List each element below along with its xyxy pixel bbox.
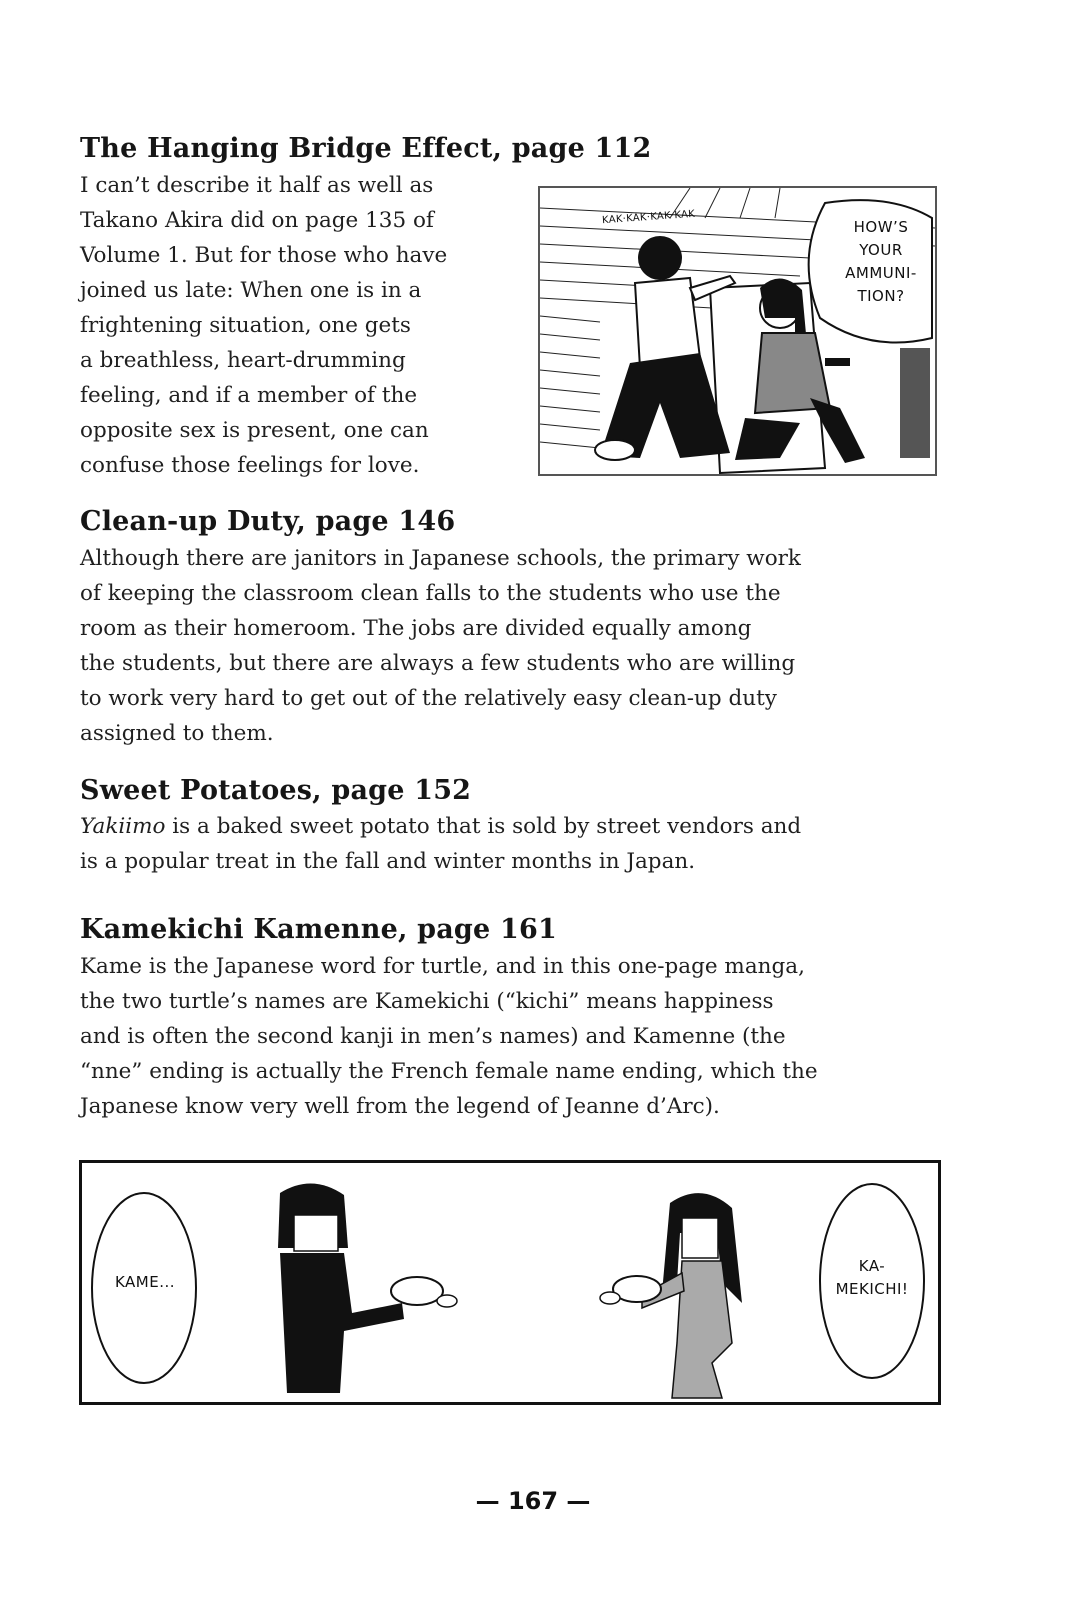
page-number: — 167 — bbox=[475, 1487, 591, 1515]
italic-term-yakiimo: Yakiimo bbox=[80, 814, 166, 839]
text-line: a breathless, heart-drumming bbox=[80, 348, 406, 373]
bubble-line: AMMUNI- bbox=[845, 264, 917, 282]
heading-kamekichi-kamenne: Kamekichi Kamenne, page 161 bbox=[80, 914, 557, 945]
speech-bubble-kame: KAME... bbox=[114, 1273, 176, 1291]
paragraph-sweet-potatoes bbox=[80, 809, 801, 879]
paragraph-clean-up-duty bbox=[80, 541, 801, 751]
text-line: assigned to them. bbox=[80, 721, 274, 746]
manga-panel-ammunition bbox=[538, 186, 937, 476]
bubble-line: MEKICHI! bbox=[835, 1280, 909, 1298]
text-line: Although there are janitors in Japanese schools, the primary work bbox=[80, 546, 801, 571]
paragraph-kamekichi-kamenne bbox=[80, 949, 818, 1124]
heading-sweet-potatoes: Sweet Potatoes, page 152 bbox=[80, 775, 472, 806]
heading-clean-up-duty: Clean-up Duty, page 146 bbox=[80, 506, 456, 537]
text-line: the two turtle’s names are Kamekichi (“kichi” means happiness bbox=[80, 989, 774, 1014]
text-line: room as their homeroom. The jobs are divided equally among bbox=[80, 616, 752, 641]
text-line: feeling, and if a member of the bbox=[80, 383, 418, 408]
paragraph-hanging-bridge bbox=[80, 168, 447, 483]
bubble-line: HOW’S bbox=[853, 218, 909, 236]
text-line: Japanese know very well from the legend of Jeanne d’Arc). bbox=[80, 1094, 720, 1119]
text-line: “nne” ending is actually the French female name ending, which the bbox=[80, 1059, 818, 1084]
heading-hanging-bridge: The Hanging Bridge Effect, page 112 bbox=[80, 133, 652, 164]
manga-panel-turtles bbox=[79, 1160, 941, 1405]
text-line: is a popular treat in the fall and winter months in Japan. bbox=[80, 849, 696, 874]
text-line: the students, but there are always a few students who are willing bbox=[80, 651, 796, 676]
text-line: frightening situation, one gets bbox=[80, 313, 411, 338]
bubble-line: TION? bbox=[857, 287, 905, 305]
text-line: Takano Akira did on page 135 of bbox=[80, 208, 434, 233]
text-line: of keeping the classroom clean falls to the students who use the bbox=[80, 581, 781, 606]
speech-bubble-ammunition bbox=[836, 216, 926, 308]
text-line: and is often the second kanji in men’s names) and Kamenne (the bbox=[80, 1024, 786, 1049]
text-line bbox=[80, 809, 801, 844]
text-line: confuse those feelings for love. bbox=[80, 453, 420, 478]
text-fragment: is a baked sweet potato that is sold by street vendors and bbox=[165, 814, 802, 839]
text-line: Volume 1. But for those who have bbox=[80, 243, 448, 268]
sfx-gunfire: KAK·KAK·KAK·KAK bbox=[601, 208, 696, 227]
text-line: I can’t describe it half as well as bbox=[80, 173, 434, 198]
text-line: Kame is the Japanese word for turtle, and in this one-page manga, bbox=[80, 954, 805, 979]
bubble-line: KA- bbox=[858, 1257, 886, 1275]
bubble-line: YOUR bbox=[859, 241, 903, 259]
text-line: joined us late: When one is in a bbox=[80, 278, 422, 303]
speech-bubble-kamekichi bbox=[822, 1255, 922, 1301]
text-line: to work very hard to get out of the relatively easy clean-up duty bbox=[80, 686, 777, 711]
manga-illustration-turtles bbox=[82, 1163, 938, 1402]
text-line: opposite sex is present, one can bbox=[80, 418, 429, 443]
